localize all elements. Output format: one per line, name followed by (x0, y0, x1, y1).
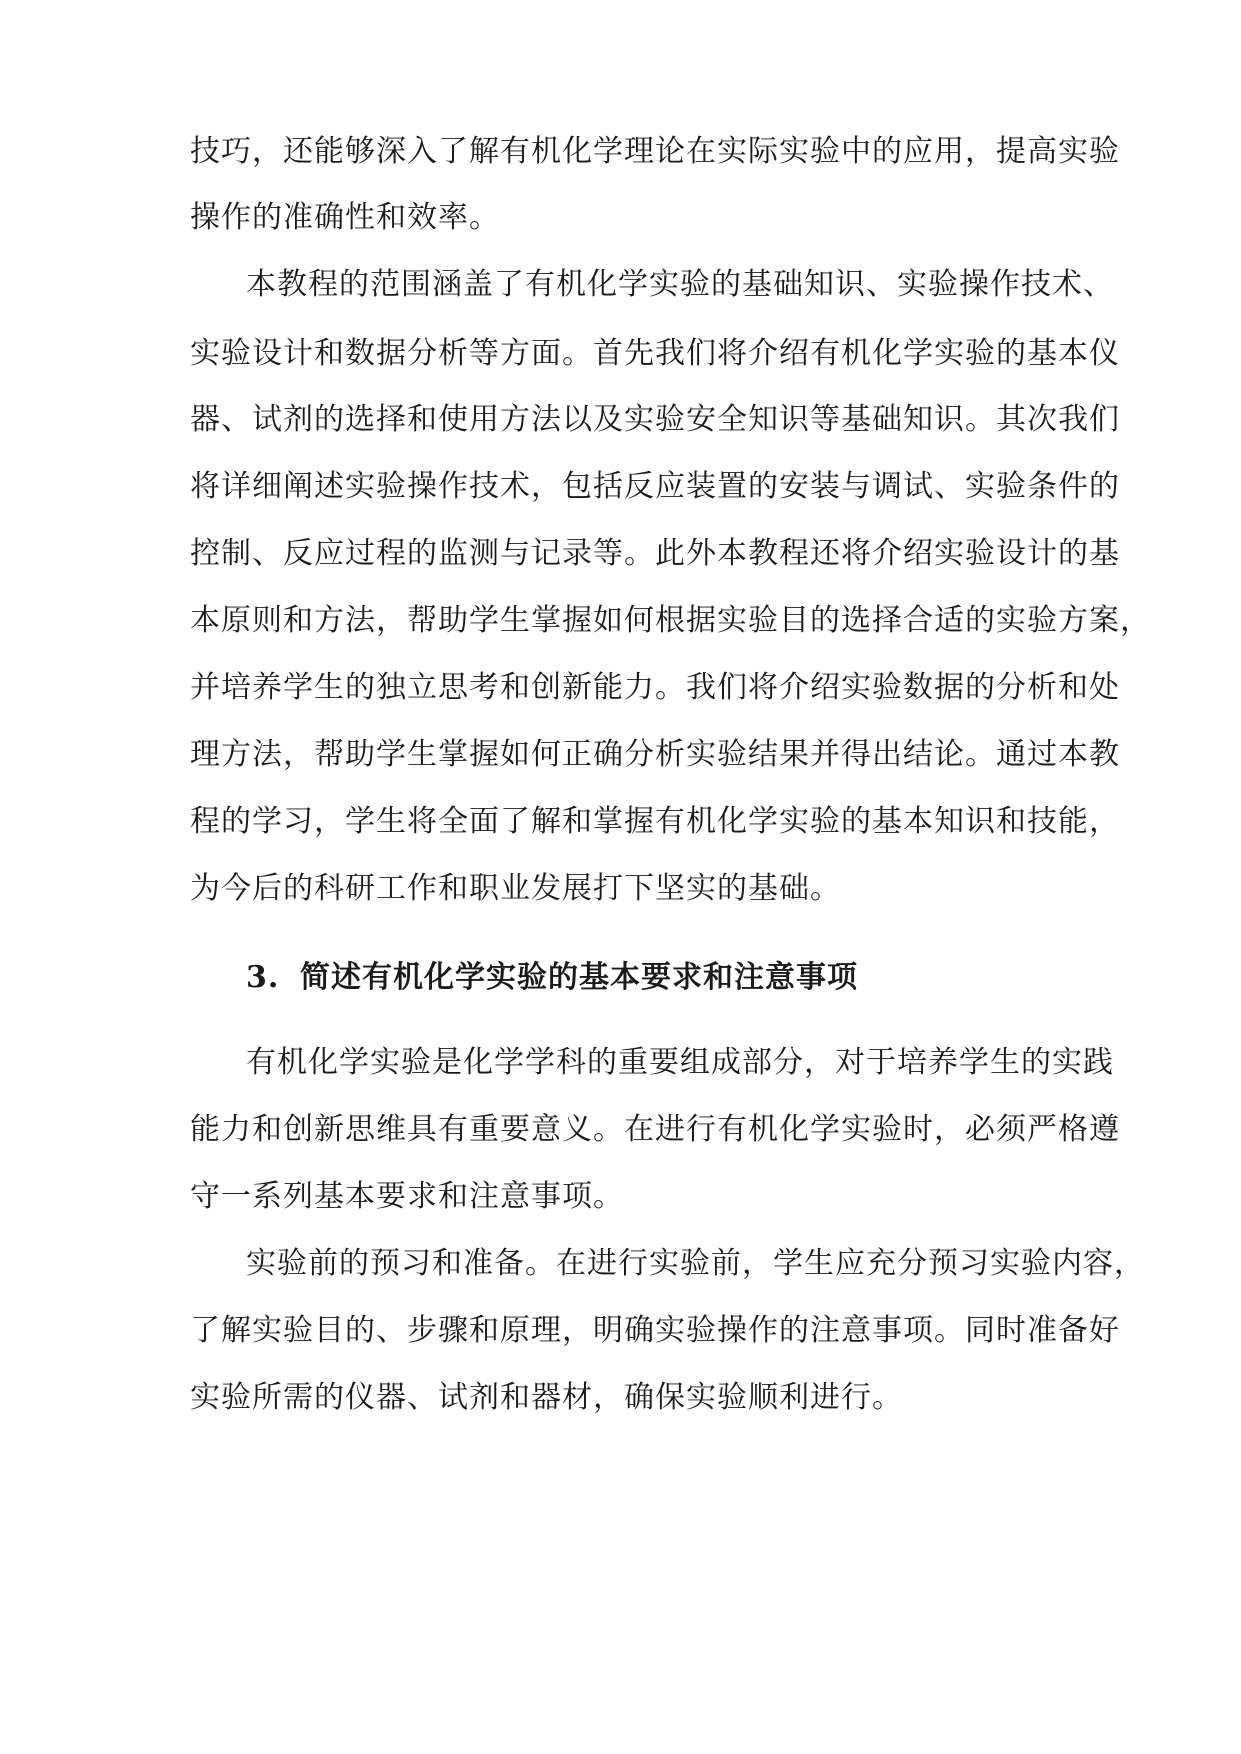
text-line: 实验前的预习和准备。在进行实验前，学生应充分预习实验内容， (246, 1246, 1145, 1281)
text-line: 实验所需的仪器、试剂和器材，确保实验顺利进行。 (190, 1380, 903, 1415)
text-line: 理方法，帮助学生掌握如何正确分析实验结果并得出结论。通过本教 (190, 737, 1120, 772)
text-line: 为今后的科研工作和职业发展打下坚实的基础。 (190, 871, 841, 906)
text-line: 并培养学生的独立思考和创新能力。我们将介绍实验数据的分析和处 (190, 670, 1120, 705)
text-line: 有机化学实验是化学学科的重要组成部分，对于培养学生的实践 (246, 1045, 1114, 1080)
text-line: 技巧，还能够深入了解有机化学理论在实际实验中的应用，提高实验 (190, 134, 1120, 169)
text-line: 实验设计和数据分析等方面。首先我们将介绍有机化学实验的基本仪 (190, 336, 1120, 371)
text-line: 器、试剂的选择和使用方法以及实验安全知识等基础知识。其次我们 (190, 402, 1120, 437)
text-line: 将详细阐述实验操作技术，包括反应装置的安装与调试、实验条件的 (190, 469, 1120, 504)
text-line: 能力和创新思维具有重要意义。在进行有机化学实验时，必须严格遵 (190, 1112, 1120, 1147)
section-number: 3. (246, 960, 280, 995)
text-line: 程的学习，学生将全面了解和掌握有机化学实验的基本知识和技能， (190, 804, 1120, 839)
text-line: 本原则和方法，帮助学生掌握如何根据实验目的选择合适的实验方案， (190, 603, 1151, 638)
section-heading (246, 958, 858, 998)
text-line: 了解实验目的、步骤和原理，明确实验操作的注意事项。同时准备好 (190, 1313, 1120, 1348)
text-line: 控制、反应过程的监测与记录等。此外本教程还将介绍实验设计的基 (190, 536, 1120, 571)
text-line: 本教程的范围涵盖了有机化学实验的基础知识、实验操作技术、 (246, 267, 1114, 302)
text-line: 操作的准确性和效率。 (190, 200, 500, 235)
text-line: 守一系列基本要求和注意事项。 (190, 1179, 624, 1214)
section-title: 简述有机化学实验的基本要求和注意事项 (300, 960, 858, 995)
